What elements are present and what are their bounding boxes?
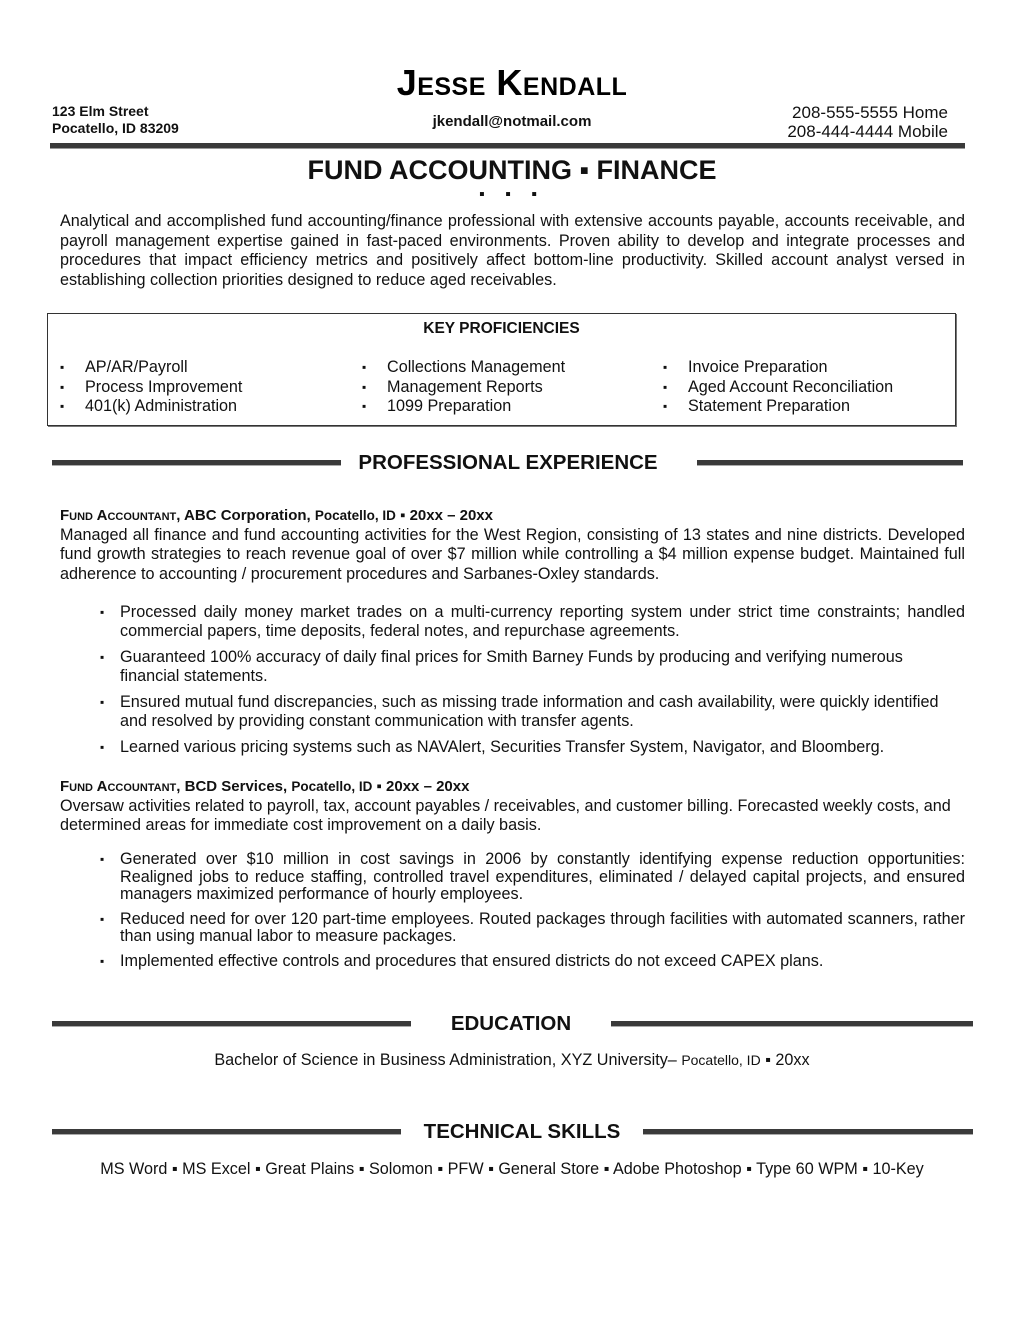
job-dates: ▪ 20xx – 20xx [372, 778, 470, 795]
education-section-title: EDUCATION [450, 1012, 572, 1035]
job-company: , BCD Services, [176, 778, 292, 795]
achievement-bullet: ▪ Implemented effective controls and procedures that ensured districts do not exceed CAPEX plans. [100, 953, 965, 971]
proficiency-item: ▪ Process Improvement [60, 378, 242, 398]
education-degree: Bachelor of Science in Business Administration, XYZ University– [214, 1051, 682, 1069]
job-description: Managed all finance and fund accounting activities for the West Region, consisting of 13 states and nine districts. Developed fund growth strategies to reach revenue goal of over $7 million while controlling a $4 million expense budget. Maintained full adherence to accounting / procurement procedures and Sarbanes-Oxley standards. [60, 525, 965, 583]
proficiencies-column-2 [362, 358, 565, 417]
achievement-bullet: ▪ Generated over $10 million in cost savings in 2006 by constantly identifying expense reduction opportunities: Realigned jobs to reduce staffing, controlled travel expenditures, eliminated / delayed capital projects, and ensured managers maximized performance of hourly employees. [100, 851, 965, 904]
job-title: Fund Accountant [60, 507, 177, 524]
section-rule-left [52, 1129, 401, 1135]
job-1-bullets [100, 603, 965, 757]
achievement-bullet: ▪ Learned various pricing systems such as NAVAlert, Securities Transfer System, Navigator, and Bloomberg. [100, 738, 965, 757]
proficiency-item: ▪ AP/AR/Payroll [60, 358, 242, 378]
job-location: Pocatello, ID [314, 508, 396, 523]
achievement-bullet: ▪ Ensured mutual fund discrepancies, such as missing trade information and cash availability, were quickly identified and resolved by providing constant communication with transfer agents. [100, 693, 965, 731]
headline: FUND ACCOUNTING ▪ FINANCE [307, 155, 717, 185]
section-rule-left [52, 1021, 411, 1027]
summary-paragraph: Analytical and accomplished fund accounting/finance professional with extensive accounts payable, accounts receivable, and payroll management expertise gained in fast-paced environments. Proven ability to develop and integrate processes and procedures that impact efficiency metrics and positively affect bottom-line productivity. Skilled account analyst versed in establishing collection priorities designed to reduce aged receivables. [60, 212, 965, 289]
proficiencies-column-3 [663, 358, 893, 417]
job-title: Fund Accountant [60, 778, 177, 795]
job-2-bullets [100, 851, 965, 970]
section-rule-right [697, 460, 963, 466]
achievement-bullet: ▪ Reduced need for over 120 part-time employees. Routed packages through facilities with automated scanners, rather than using manual labor to measure packages. [100, 911, 965, 946]
experience-section-title: PROFESSIONAL EXPERIENCE [358, 451, 658, 474]
technical-skills-list: MS Word ▪ MS Excel ▪ Great Plains ▪ Solomon ▪ PFW ▪ General Store ▪ Adobe Photoshop ▪ Type 60 WPM ▪ 10-Key [100, 1160, 924, 1178]
proficiency-item: ▪ 1099 Preparation [362, 397, 565, 417]
proficiency-item: ▪ 401(k) Administration [60, 397, 242, 417]
job-entry-2 [60, 777, 965, 836]
address-line-2: Pocatello, ID 83209 [52, 120, 179, 136]
proficiencies-title: KEY PROFICIENCIES [423, 320, 580, 337]
education-entry [0, 1051, 1024, 1070]
email-address: jkendall@notmail.com [432, 113, 592, 130]
header-divider [50, 143, 965, 149]
phone-mobile: 208-444-4444 Mobile [787, 122, 948, 141]
achievement-bullet: ▪ Guaranteed 100% accuracy of daily final prices for Smith Barney Funds by producing and verifying numerous financial statements. [100, 648, 965, 686]
job-entry-1 [60, 506, 965, 584]
section-rule-right [611, 1021, 973, 1027]
skills-section-title: TECHNICAL SKILLS [423, 1120, 621, 1143]
job-heading [60, 777, 965, 797]
proficiency-item: ▪ Invoice Preparation [663, 358, 893, 378]
education-year: ▪ 20xx [760, 1051, 810, 1069]
job-description: Oversaw activities related to payroll, tax, account payables / receivables, and customer billing. Forecasted weekly costs, and determined areas for immediate cost improvement on a daily basis. [60, 796, 951, 834]
proficiencies-column-1 [60, 358, 242, 417]
address-line-1: 123 Elm Street [52, 103, 149, 119]
headline-dots: ▪ ▪ ▪ [479, 186, 545, 203]
proficiency-item: ▪ Collections Management [362, 358, 565, 378]
job-dates: ▪ 20xx – 20xx [395, 507, 493, 524]
proficiency-item: ▪ Statement Preparation [663, 397, 893, 417]
candidate-name: Jesse Kendall [396, 62, 628, 103]
job-location: Pocatello, ID [291, 779, 373, 794]
section-rule-right [643, 1129, 973, 1135]
phone-block [787, 103, 948, 141]
achievement-bullet: ▪ Processed daily money market trades on a multi-currency reporting system under strict time constraints; handled commercial papers, time deposits, federal notes, and repurchase agreements. [100, 603, 965, 641]
job-heading [60, 506, 965, 526]
proficiencies-box [47, 313, 956, 426]
phone-home: 208-555-5555 Home [792, 103, 948, 122]
education-location: Pocatello, ID [681, 1052, 761, 1068]
proficiency-item: ▪ Aged Account Reconciliation [663, 378, 893, 398]
section-rule-left [52, 460, 341, 466]
proficiency-item: ▪ Management Reports [362, 378, 565, 398]
job-company: , ABC Corporation, [176, 507, 315, 524]
